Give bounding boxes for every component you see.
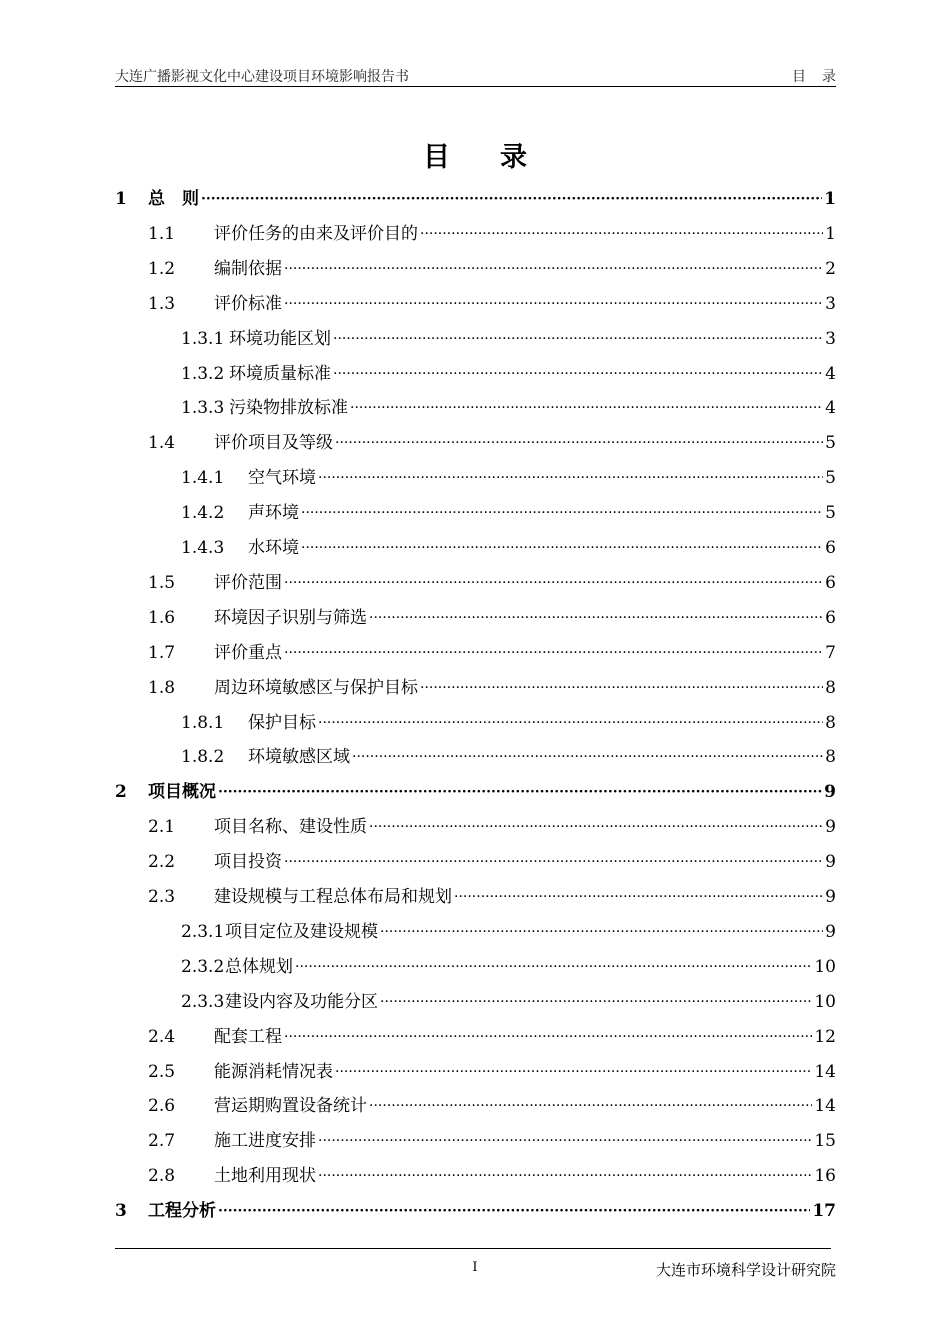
toc-entry[interactable] (148, 1091, 836, 1121)
toc-entry[interactable] (181, 463, 836, 493)
toc-entry[interactable] (148, 882, 836, 912)
toc-entry-page: 12 (814, 1026, 836, 1047)
toc-entry-number: 1.6 (148, 607, 176, 628)
toc-entry-label: 评价重点 (214, 642, 282, 663)
toc-dot-leader (369, 1091, 812, 1121)
toc-entry-page: 5 (825, 503, 836, 524)
toc-dot-leader (284, 847, 823, 877)
toc-entry-number: 2.3.3 (181, 991, 225, 1012)
toc-dot-leader (284, 254, 823, 284)
toc-dot-leader (218, 1196, 810, 1226)
toc-dot-leader (420, 673, 823, 703)
toc-entry-label: 评价范围 (214, 572, 282, 593)
toc-entry-label: 周边环境敏感区与保护目标 (214, 677, 418, 698)
toc-entry-label: 土地利用现状 (214, 1166, 316, 1187)
toc-entry-number: 1.4 (148, 433, 176, 454)
toc-entry-label: 环境因子识别与筛选 (214, 607, 367, 628)
toc-entry-label: 环境功能区划 (229, 328, 331, 349)
toc-entry-page: 1 (825, 223, 836, 244)
toc-entry-number: 2.3 (148, 887, 176, 907)
toc-entry[interactable] (115, 1196, 836, 1226)
toc-dot-leader (335, 1057, 812, 1087)
toc-entry[interactable] (148, 673, 836, 703)
toc-dot-leader (318, 1161, 812, 1191)
toc-entry-page: 2 (825, 258, 836, 279)
toc-entry[interactable] (148, 289, 836, 319)
toc-entry-label: 环境敏感区域 (248, 747, 350, 768)
toc-entry[interactable] (148, 428, 836, 458)
toc-entry-label: 声环境 (248, 503, 299, 524)
toc-entry-number: 1.2 (148, 258, 176, 279)
toc-entry-page: 10 (814, 956, 836, 977)
toc-entry-page: 8 (825, 712, 836, 733)
toc-entry[interactable] (181, 359, 836, 389)
toc-dot-leader (369, 812, 823, 842)
toc-entry[interactable] (181, 917, 836, 947)
toc-entry-label: 配套工程 (214, 1026, 282, 1047)
toc-entry[interactable] (148, 812, 836, 842)
toc-entry-page: 9 (825, 852, 836, 873)
toc-entry-number: 1.8 (148, 677, 176, 698)
toc-entry-label: 污染物排放标准 (229, 398, 348, 419)
toc-entry-number: 2.2 (148, 852, 176, 873)
toc-entry-page: 6 (825, 607, 836, 628)
toc-entry[interactable] (115, 777, 836, 807)
toc-entry-label: 评价项目及等级 (214, 433, 333, 454)
toc-entry-number: 2.3.2 (181, 956, 225, 977)
toc-entry-page: 5 (825, 468, 836, 489)
toc-entry-page: 5 (825, 433, 836, 454)
toc-entry-label: 水环境 (248, 538, 299, 558)
toc-entry-label: 空气环境 (248, 468, 316, 489)
toc-dot-leader (420, 219, 823, 249)
toc-entry-number: 1.3.2 (181, 363, 225, 384)
toc-entry[interactable] (148, 603, 836, 633)
toc-dot-leader (380, 917, 823, 947)
toc-entry[interactable] (181, 742, 836, 772)
toc-entry[interactable] (148, 1126, 836, 1156)
toc-dot-leader (318, 463, 823, 493)
toc-entry-label: 项目投资 (214, 852, 282, 873)
toc-entry-label: 评价标准 (214, 293, 282, 314)
toc-entry-page: 1 (824, 189, 836, 209)
toc-dot-leader (380, 987, 812, 1017)
toc-dot-leader (318, 1126, 812, 1156)
toc-entry[interactable] (148, 1161, 836, 1191)
toc-dot-leader (350, 393, 823, 423)
toc-entry-label: 总 则 (148, 189, 199, 209)
toc-entry-label: 编制依据 (214, 258, 282, 279)
toc-entry-page: 16 (814, 1166, 836, 1187)
toc-entry-number: 1 (115, 189, 127, 209)
toc-entry-number: 2.8 (148, 1166, 176, 1187)
toc-dot-leader (295, 952, 812, 982)
toc-entry[interactable] (181, 324, 836, 354)
toc-entry[interactable] (181, 533, 836, 563)
toc-entry-label: 能源消耗情况表 (214, 1061, 333, 1082)
toc-dot-leader (301, 498, 823, 528)
toc-dot-leader (369, 603, 823, 633)
toc-dot-leader (284, 1022, 812, 1052)
toc-entry-page: 7 (825, 642, 836, 663)
toc-entry-label: 项目概况 (148, 782, 216, 803)
toc-entry-page: 9 (825, 817, 836, 838)
toc-entry-number: 1.8.2 (181, 747, 225, 768)
toc-title: 目录 (423, 142, 577, 173)
toc-entry-number: 1.4.2 (181, 503, 225, 524)
toc-entry-page: 10 (814, 991, 836, 1012)
toc-entry-label: 营运期购置设备统计 (214, 1096, 367, 1117)
toc-entry-page: 8 (825, 677, 836, 698)
toc-entry-page: 9 (825, 921, 836, 942)
toc-dot-leader (318, 708, 823, 738)
header-section-name: 目录 (792, 69, 852, 85)
toc-entry[interactable] (148, 568, 836, 598)
toc-dot-leader (218, 777, 822, 807)
toc-entry-label: 环境质量标准 (229, 363, 331, 384)
toc-entry-number: 2 (115, 782, 127, 803)
toc-dot-leader (201, 184, 822, 214)
toc-entry-label: 建设内容及功能分区 (225, 991, 378, 1012)
toc-entry[interactable] (148, 847, 836, 877)
toc-entry-number: 1.1 (148, 223, 176, 244)
toc-entry[interactable] (148, 219, 836, 249)
toc-entry-number: 1.3.3 (181, 398, 225, 419)
toc-entry-label: 工程分析 (148, 1201, 216, 1222)
toc-entry[interactable] (181, 952, 836, 982)
toc-entry-number: 1.3 (148, 293, 176, 314)
toc-entry-number: 2.1 (148, 817, 176, 838)
toc-entry-page: 14 (814, 1096, 836, 1117)
toc-entry-number: 3 (115, 1201, 127, 1222)
toc-entry-label: 项目定位及建设规模 (225, 921, 378, 942)
toc-dot-leader (284, 568, 823, 598)
toc-entry-page: 6 (825, 538, 836, 558)
toc-entry-number: 1.4.1 (181, 468, 225, 489)
toc-entry[interactable] (181, 393, 836, 423)
toc-entry-number: 1.4.3 (181, 538, 225, 558)
toc-dot-leader (301, 533, 823, 563)
toc-entry-number: 1.8.1 (181, 712, 225, 733)
toc-dot-leader (284, 638, 823, 668)
toc-entry[interactable] (148, 1022, 836, 1052)
toc-entry-page: 9 (825, 887, 836, 907)
toc-entry-label: 保护目标 (248, 712, 316, 733)
toc-entry[interactable] (148, 1057, 836, 1087)
toc-entry-number: 2.6 (148, 1096, 176, 1117)
toc-entry-number: 2.7 (148, 1131, 176, 1152)
toc-entry[interactable] (181, 498, 836, 528)
toc-entry[interactable] (181, 708, 836, 738)
toc-entry-label: 评价任务的由来及评价目的 (214, 223, 418, 244)
toc-entry-number: 1.3.1 (181, 328, 225, 349)
toc-entry[interactable] (148, 638, 836, 668)
toc-entry-page: 14 (814, 1061, 836, 1082)
toc-entry-page: 8 (825, 747, 836, 768)
toc-entry-page: 4 (825, 363, 836, 384)
toc-entry-number: 2.5 (148, 1061, 176, 1082)
toc-dot-leader (333, 324, 823, 354)
header-document-title: 大连广播影视文化中心建设项目环境影响报告书 (115, 69, 409, 85)
toc-entry-label: 总体规划 (225, 956, 293, 977)
toc-entry-page: 17 (812, 1201, 836, 1222)
toc-entry-number: 2.4 (148, 1026, 176, 1047)
toc-entry-number: 1.7 (148, 642, 176, 663)
toc-entry-label: 建设规模与工程总体布局和规划 (214, 887, 452, 907)
toc-entry-label: 施工进度安排 (214, 1131, 316, 1152)
toc-entry[interactable] (181, 987, 836, 1017)
footer-organization: 大连市环境科学设计研究院 (655, 1261, 836, 1279)
toc-entry[interactable] (148, 254, 836, 284)
toc-entry-label: 项目名称、建设性质 (214, 817, 367, 838)
toc-entry-page: 3 (825, 328, 836, 349)
toc-entry-page: 9 (824, 782, 836, 803)
footer-rule (115, 1248, 831, 1249)
page-header (115, 66, 852, 87)
footer-page-number: I (472, 1260, 478, 1275)
toc-entry-number: 2.3.1 (181, 921, 225, 942)
toc-dot-leader (284, 289, 823, 319)
toc-entry[interactable] (115, 184, 836, 214)
toc-entry-page: 3 (825, 293, 836, 314)
toc-entry-page: 15 (814, 1131, 836, 1152)
toc-entry-page: 4 (825, 398, 836, 419)
toc-dot-leader (454, 882, 823, 912)
toc-dot-leader (352, 742, 823, 772)
toc-entry-page: 6 (825, 572, 836, 593)
toc-entry-number: 1.5 (148, 572, 176, 593)
toc-dot-leader (333, 359, 823, 389)
toc-dot-leader (335, 428, 823, 458)
